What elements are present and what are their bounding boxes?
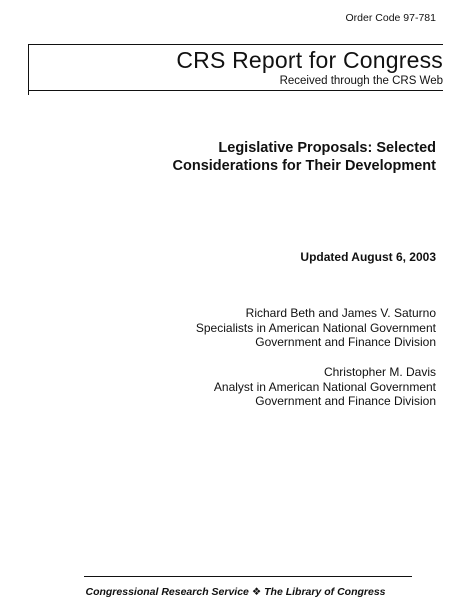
report-title: CRS Report for Congress	[176, 47, 443, 73]
footer-rule	[84, 576, 412, 577]
author-name: Richard Beth and James V. Saturno	[245, 306, 436, 320]
updated-date: Updated August 6, 2003	[300, 250, 436, 264]
footer-text: Congressional Research Service ❖ The Library of Congress	[85, 586, 386, 598]
document-title	[56, 139, 436, 175]
author-name: Christopher M. Davis	[323, 365, 436, 379]
order-code: Order Code 97-781	[345, 12, 436, 24]
author-title: Analyst in American National Government	[213, 379, 436, 394]
report-header	[28, 44, 443, 95]
author-block-1	[56, 306, 436, 350]
document-title-line-2: Considerations for Their Development	[172, 158, 436, 174]
header-rule	[29, 90, 443, 91]
author-title: Specialists in American National Government	[195, 320, 436, 335]
author-block-2	[56, 365, 436, 409]
received-line: Received through the CRS Web	[279, 75, 443, 87]
author-division: Government and Finance Division	[255, 335, 436, 349]
document-title-line-1: Legislative Proposals: Selected	[218, 140, 436, 156]
author-division: Government and Finance Division	[255, 394, 436, 408]
